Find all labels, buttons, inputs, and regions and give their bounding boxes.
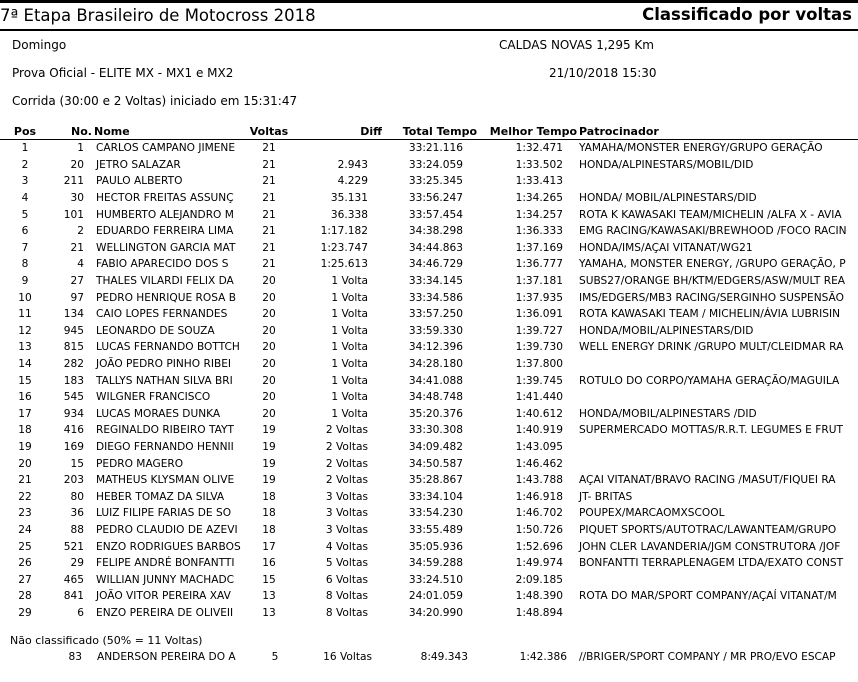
cell-diff: 1 Volta xyxy=(331,374,368,387)
cell-total: 34:20.990 xyxy=(408,606,463,619)
not-classified-row xyxy=(0,651,858,668)
cell-total: 33:55.489 xyxy=(408,523,463,536)
cell-patrocinador: SUPERMERCADO MOTTAS/R.R.T. LEGUMES E FRUT xyxy=(579,424,843,437)
cell-total: 35:05.936 xyxy=(408,540,463,553)
cell-no: 80 xyxy=(70,490,84,503)
col-header-melhor: Melhor Tempo xyxy=(489,125,577,138)
cell-voltas: 15 xyxy=(262,573,276,586)
table-row xyxy=(0,289,858,306)
cell-melhor: 1:34.265 xyxy=(515,192,563,205)
cell-nome: ENZO PEREIRA DE OLIVEII xyxy=(96,606,234,619)
cell-nome: LUIZ FILIPE FARIAS DE SO xyxy=(96,507,232,520)
cell-nome: FELIPE ANDRÉ BONFANTTI xyxy=(96,557,235,570)
cell-diff: 3 Voltas xyxy=(325,490,368,503)
cell-nome: PAULO ALBERTO xyxy=(96,175,183,188)
col-header-no: No. xyxy=(71,125,92,138)
cell-diff: 2 Voltas xyxy=(325,457,368,470)
cell-nome: DIEGO FERNANDO HENNII xyxy=(96,440,234,453)
cell-voltas: 19 xyxy=(262,424,276,437)
cell-nome: TALLYS NATHAN SILVA BRI xyxy=(96,374,233,387)
cell-diff: 2 Voltas xyxy=(325,424,368,437)
cell-patrocinador: EMG RACING/KAWASAKI/BREWHOOD /FOCO RACIN xyxy=(579,225,847,238)
cell-diff xyxy=(294,140,382,157)
cell-total: 35:20.376 xyxy=(408,407,463,420)
cell-pos: 23 xyxy=(18,507,32,520)
cell-voltas: 20 xyxy=(262,324,276,337)
cell-nome: JOÃO VITOR PEREIRA XAV xyxy=(96,590,231,603)
cell-patrocinador: HONDA/MOBIL/ALPINESTARS /DID xyxy=(579,407,757,420)
cell-total: 34:59.288 xyxy=(408,557,463,570)
cell-melhor: 1:37.181 xyxy=(515,275,563,288)
cell-diff: 35.131 xyxy=(330,192,368,205)
cell-pos: 1 xyxy=(21,142,29,155)
cell-nome: LUCAS FERNANDO BOTTCH xyxy=(96,341,240,354)
cell-melhor: 1:46.462 xyxy=(515,457,563,470)
cell-nome: ANDERSON PEREIRA DO A xyxy=(97,651,236,663)
table-row xyxy=(0,605,858,622)
cell-nome: HUMBERTO ALEJANDRO M xyxy=(96,208,234,221)
cell-total: 33:34.145 xyxy=(408,275,463,288)
cell-voltas: 21 xyxy=(262,175,276,188)
table-row xyxy=(0,538,858,555)
cell-melhor: 1:37.935 xyxy=(515,291,563,304)
cell-nome: FABIO APARECIDO DOS S xyxy=(96,258,229,271)
table-row xyxy=(0,173,858,190)
table-row xyxy=(0,356,858,373)
cell-diff: 36.338 xyxy=(330,208,368,221)
cell-voltas: 13 xyxy=(262,606,276,619)
cell-diff: 2.943 xyxy=(337,158,368,171)
cell-patrocinador: HONDA/IMS/AÇAI VITANAT/WG21 xyxy=(579,241,753,254)
cell-melhor: 1:36.777 xyxy=(515,258,563,271)
cell-voltas: 18 xyxy=(262,507,276,520)
cell-no: 2 xyxy=(77,225,84,238)
cell-pos: 15 xyxy=(18,374,32,387)
cell-nome: THALES VILARDI FELIX DA xyxy=(96,275,234,288)
cell-pos: 26 xyxy=(18,557,32,570)
cell-total: 34:09.482 xyxy=(408,440,463,453)
cell-melhor: 1:40.919 xyxy=(515,424,563,437)
cell-melhor: 1:40.612 xyxy=(515,407,563,420)
cell-no: 21 xyxy=(70,241,84,254)
cell-voltas: 21 xyxy=(262,142,276,155)
col-header-pos: Pos xyxy=(13,125,37,138)
cell-total: 33:59.330 xyxy=(408,324,463,337)
cell-diff: 1:25.613 xyxy=(320,258,368,271)
cell-no: 521 xyxy=(63,540,84,553)
cell-voltas: 20 xyxy=(262,341,276,354)
cell-total: 33:21.116 xyxy=(408,142,463,155)
cell-diff: 3 Voltas xyxy=(325,507,368,520)
cell-patrocinador xyxy=(577,439,858,456)
cell-melhor: 1:49.974 xyxy=(515,557,563,570)
cell-nome: WILGNER FRANCISCO xyxy=(96,391,211,404)
cell-diff: 8 Voltas xyxy=(325,590,368,603)
cell-total: 35:28.867 xyxy=(408,474,463,487)
cell-patrocinador: ROTA DO MAR/SPORT COMPANY/AÇAÍ VITANAT/M xyxy=(579,590,837,603)
info-location: CALDAS NOVAS 1,295 Km xyxy=(499,38,654,52)
cell-no: 20 xyxy=(70,158,84,171)
cell-voltas: 21 xyxy=(262,192,276,205)
cell-no: 30 xyxy=(70,192,84,205)
cell-no: 945 xyxy=(63,324,84,337)
cell-melhor: 1:48.390 xyxy=(515,590,563,603)
cell-melhor: 1:52.696 xyxy=(515,540,563,553)
cell-no: 1 xyxy=(77,142,84,155)
cell-total: 34:41.088 xyxy=(408,374,463,387)
cell-diff: 8 Voltas xyxy=(325,606,368,619)
cell-pos: 3 xyxy=(21,175,29,188)
cell-melhor: 1:32.471 xyxy=(515,142,563,155)
cell-no: 282 xyxy=(63,358,84,371)
cell-pos: 14 xyxy=(18,358,32,371)
cell-melhor: 1:50.726 xyxy=(515,523,563,536)
cell-melhor: 1:46.702 xyxy=(515,507,563,520)
col-header-patrocinador: Patrocinador xyxy=(579,125,659,138)
info-race: Corrida (30:00 e 2 Voltas) iniciado em 15:31:47 xyxy=(12,94,298,108)
cell-voltas: 16 xyxy=(262,557,276,570)
cell-voltas: 17 xyxy=(262,540,276,553)
cell-total: 33:57.250 xyxy=(408,308,463,321)
cell-pos: 16 xyxy=(18,391,32,404)
cell-total: 33:25.345 xyxy=(408,175,463,188)
cell-patrocinador xyxy=(577,571,858,588)
cell-melhor: 1:36.333 xyxy=(515,225,563,238)
cell-melhor: 1:37.800 xyxy=(515,358,563,371)
cell-melhor: 1:43.788 xyxy=(515,474,563,487)
cell-pos: 20 xyxy=(18,457,32,470)
table-row xyxy=(0,323,858,340)
cell-diff: 4 Voltas xyxy=(325,540,368,553)
cell-total: 34:44.863 xyxy=(408,241,463,254)
cell-voltas: 13 xyxy=(262,590,276,603)
cell-voltas: 18 xyxy=(262,490,276,503)
cell-voltas: 20 xyxy=(262,391,276,404)
cell-patrocinador: POUPEX/MARCAOMXSCOOL xyxy=(579,507,725,520)
cell-melhor: 1:34.257 xyxy=(515,208,563,221)
cell-nome: CARLOS CAMPANO JIMENE xyxy=(96,142,236,155)
cell-melhor: 1:48.894 xyxy=(515,606,563,619)
cell-patrocinador: //BRIGER/SPORT COMPANY / MR PRO/EVO ESCAP xyxy=(579,651,836,663)
cell-melhor: 1:33.502 xyxy=(515,158,563,171)
cell-no: 83 xyxy=(68,651,82,663)
cell-pos: 2 xyxy=(21,158,29,171)
cell-no: 841 xyxy=(63,590,84,603)
table-row xyxy=(0,522,858,539)
table-row xyxy=(0,206,858,223)
table-row xyxy=(0,273,858,290)
cell-no: 934 xyxy=(63,407,84,420)
cell-total: 34:38.298 xyxy=(408,225,463,238)
cell-pos: 28 xyxy=(18,590,32,603)
cell-patrocinador: YAMAHA, MONSTER ENERGY, /GRUPO GERAÇÃO, P xyxy=(579,258,846,271)
cell-diff: 1 Volta xyxy=(331,275,368,288)
cell-melhor: 1:37.169 xyxy=(515,241,563,254)
cell-patrocinador: HONDA/ MOBIL/ALPINESTARS/DID xyxy=(579,192,757,205)
cell-no: 211 xyxy=(63,175,84,188)
header-divider xyxy=(0,29,858,31)
table-row xyxy=(0,256,858,273)
table-row xyxy=(0,555,858,572)
page-title: 7ª Etapa Brasileiro de Motocross 2018 xyxy=(0,6,316,25)
table-row xyxy=(0,505,858,522)
cell-total: 33:34.104 xyxy=(408,490,463,503)
cell-diff: 1 Volta xyxy=(331,407,368,420)
cell-melhor: 1:39.730 xyxy=(515,341,563,354)
cell-pos: 11 xyxy=(18,308,32,321)
results-table xyxy=(0,121,858,621)
cell-no: 88 xyxy=(70,523,84,536)
table-row xyxy=(0,306,858,323)
table-row xyxy=(0,339,858,356)
cell-pos: 25 xyxy=(18,540,32,553)
cell-nome: WILLIAN JUNNY MACHADC xyxy=(96,573,234,586)
cell-patrocinador xyxy=(577,389,858,406)
cell-pos: 7 xyxy=(21,241,29,254)
cell-nome: HECTOR FREITAS ASSUNÇ xyxy=(96,192,234,205)
cell-diff: 4.229 xyxy=(337,175,368,188)
cell-no: 4 xyxy=(77,258,84,271)
cell-no: 97 xyxy=(70,291,84,304)
cell-pos: 19 xyxy=(18,440,32,453)
page-subtitle: Classificado por voltas xyxy=(642,5,852,24)
cell-voltas: 19 xyxy=(262,474,276,487)
cell-voltas: 20 xyxy=(262,275,276,288)
cell-patrocinador: WELL ENERGY DRINK /GRUPO MULT/CLEIDMAR RA xyxy=(579,341,844,354)
cell-diff: 1 Volta xyxy=(331,291,368,304)
cell-nome: EDUARDO FERREIRA LIMA xyxy=(96,225,234,238)
table-row xyxy=(0,472,858,489)
cell-nome: LEONARDO DE SOUZA xyxy=(96,324,215,337)
info-event: Prova Oficial - ELITE MX - MX1 e MX2 xyxy=(12,66,234,80)
cell-no: 465 xyxy=(63,573,84,586)
cell-pos: 29 xyxy=(18,606,32,619)
cell-nome: LUCAS MORAES DUNKA xyxy=(96,407,221,420)
table-row xyxy=(0,488,858,505)
cell-melhor: 1:39.727 xyxy=(515,324,563,337)
cell-diff: 5 Voltas xyxy=(325,557,368,570)
cell-pos: 18 xyxy=(18,424,32,437)
table-row xyxy=(0,571,858,588)
cell-pos: 17 xyxy=(18,407,32,420)
cell-nome: JOÃO PEDRO PINHO RIBEI xyxy=(96,358,232,371)
cell-melhor: 1:36.091 xyxy=(515,308,563,321)
table-row xyxy=(0,240,858,257)
cell-pos: 12 xyxy=(18,324,32,337)
cell-total: 8:49.343 xyxy=(420,651,468,663)
cell-patrocinador: HONDA/MOBIL/ALPINESTARS/DID xyxy=(579,324,754,337)
cell-no: 416 xyxy=(63,424,84,437)
table-row xyxy=(0,389,858,406)
info-day: Domingo xyxy=(12,38,67,52)
cell-voltas: 20 xyxy=(262,374,276,387)
cell-patrocinador: ROTA KAWASAKI TEAM / MICHELIN/ÁVIA LUBRISIN xyxy=(579,308,841,321)
col-header-nome: Nome xyxy=(94,125,130,138)
cell-no: 545 xyxy=(63,391,84,404)
col-header-diff: Diff xyxy=(360,125,382,138)
cell-voltas: 21 xyxy=(262,208,276,221)
cell-total: 24:01.059 xyxy=(408,590,463,603)
cell-total: 33:24.059 xyxy=(408,158,463,171)
table-row xyxy=(0,422,858,439)
cell-patrocinador: IMS/EDGERS/MB3 RACING/SERGINHO SUSPENSÃO xyxy=(579,291,844,304)
table-row xyxy=(0,406,858,423)
cell-nome: ENZO RODRIGUES BARBOS xyxy=(96,540,241,553)
cell-total: 34:12.396 xyxy=(408,341,463,354)
cell-diff: 6 Voltas xyxy=(325,573,368,586)
table-row xyxy=(0,455,858,472)
cell-nome: JETRO SALAZAR xyxy=(96,158,181,171)
cell-no: 15 xyxy=(70,457,84,470)
cell-total: 33:57.454 xyxy=(408,208,463,221)
cell-patrocinador: AÇAI VITANAT/BRAVO RACING /MASUT/FIQUEI RA xyxy=(579,474,836,487)
top-border xyxy=(0,0,858,3)
cell-nome: CAIO LOPES FERNANDES xyxy=(96,308,228,321)
cell-melhor: 1:41.440 xyxy=(515,391,563,404)
cell-total: 33:56.247 xyxy=(408,192,463,205)
cell-total: 34:46.729 xyxy=(408,258,463,271)
cell-diff: 1 Volta xyxy=(331,308,368,321)
cell-pos: 10 xyxy=(18,291,32,304)
cell-patrocinador: YAMAHA/MONSTER ENERGY/GRUPO GERAÇÃO xyxy=(579,142,823,155)
cell-voltas: 20 xyxy=(262,308,276,321)
cell-voltas: 21 xyxy=(262,225,276,238)
cell-diff: 3 Voltas xyxy=(325,523,368,536)
cell-voltas: 20 xyxy=(262,358,276,371)
table-row xyxy=(0,588,858,605)
cell-voltas: 21 xyxy=(262,158,276,171)
cell-nome: REGINALDO RIBEIRO TAYT xyxy=(96,424,234,437)
cell-pos: 13 xyxy=(18,341,32,354)
cell-voltas: 20 xyxy=(262,407,276,420)
cell-melhor: 1:43.095 xyxy=(515,440,563,453)
cell-patrocinador xyxy=(577,605,858,622)
cell-pos: 8 xyxy=(21,258,29,271)
cell-patrocinador: JOHN CLER LAVANDERIA/JGM CONSTRUTORA /JOF xyxy=(579,540,841,553)
cell-diff: 2 Voltas xyxy=(325,474,368,487)
cell-voltas: 19 xyxy=(262,457,276,470)
cell-voltas: 19 xyxy=(262,440,276,453)
cell-melhor: 1:33.413 xyxy=(515,175,563,188)
cell-voltas: 21 xyxy=(262,241,276,254)
cell-total: 33:34.586 xyxy=(408,291,463,304)
not-classified-label: Não classificado (50% = 11 Voltas) xyxy=(10,634,203,647)
cell-no: 101 xyxy=(63,208,84,221)
cell-no: 36 xyxy=(70,507,84,520)
cell-total: 34:48.748 xyxy=(408,391,463,404)
cell-no: 27 xyxy=(70,275,84,288)
cell-patrocinador: BONFANTTI TERRAPLENAGEM LTDA/EXATO CONST xyxy=(579,557,844,570)
cell-patrocinador: HONDA/ALPINESTARS/MOBIL/DID xyxy=(579,158,754,171)
table-row xyxy=(0,372,858,389)
cell-pos: 27 xyxy=(18,573,32,586)
table-row xyxy=(0,140,858,157)
cell-diff: 2 Voltas xyxy=(325,440,368,453)
cell-total: 33:54.230 xyxy=(408,507,463,520)
cell-no: 183 xyxy=(63,374,84,387)
cell-voltas: 20 xyxy=(262,291,276,304)
cell-melhor: 2:09.185 xyxy=(515,573,563,586)
cell-voltas: 18 xyxy=(262,523,276,536)
cell-pos: 22 xyxy=(18,490,32,503)
cell-no: 203 xyxy=(63,474,84,487)
cell-patrocinador: JT- BRITAS xyxy=(579,490,633,503)
cell-pos: 24 xyxy=(18,523,32,536)
cell-total: 34:28.180 xyxy=(408,358,463,371)
cell-total: 33:30.308 xyxy=(408,424,463,437)
cell-nome: MATHEUS KLYSMAN OLIVE xyxy=(96,474,235,487)
cell-nome: PEDRO CLAUDIO DE AZEVI xyxy=(96,523,238,536)
cell-pos: 6 xyxy=(21,225,29,238)
table-header-row xyxy=(0,121,858,140)
cell-no: 134 xyxy=(63,308,84,321)
cell-no: 29 xyxy=(70,557,84,570)
cell-melhor: 1:42.386 xyxy=(519,651,567,663)
cell-no: 169 xyxy=(63,440,84,453)
cell-total: 34:50.587 xyxy=(408,457,463,470)
cell-nome: PEDRO HENRIQUE ROSA B xyxy=(96,291,237,304)
cell-patrocinador: PIQUET SPORTS/AUTOTRAC/LAWANTEAM/GRUPO xyxy=(579,523,837,536)
cell-no: 6 xyxy=(77,606,84,619)
table-row xyxy=(0,190,858,207)
cell-diff: 1 Volta xyxy=(331,391,368,404)
cell-pos: 21 xyxy=(18,474,32,487)
cell-pos: 4 xyxy=(21,192,29,205)
cell-nome: HEBER TOMAZ DA SILVA xyxy=(96,490,225,503)
col-header-total: Total Tempo xyxy=(402,125,477,138)
cell-voltas: 21 xyxy=(262,258,276,271)
info-datetime: 21/10/2018 15:30 xyxy=(549,66,657,80)
cell-pos: 5 xyxy=(21,208,29,221)
table-row xyxy=(0,223,858,240)
cell-diff: 16 Voltas xyxy=(323,651,372,663)
cell-no: 815 xyxy=(63,341,84,354)
cell-diff: 1 Volta xyxy=(331,341,368,354)
cell-melhor: 1:39.745 xyxy=(515,374,563,387)
cell-diff: 1:23.747 xyxy=(320,241,368,254)
cell-patrocinador xyxy=(577,173,858,190)
table-row xyxy=(0,439,858,456)
cell-diff: 1 Volta xyxy=(331,324,368,337)
cell-diff: 1:17.182 xyxy=(320,225,368,238)
cell-patrocinador xyxy=(577,356,858,373)
cell-melhor: 1:46.918 xyxy=(515,490,563,503)
cell-pos: 9 xyxy=(21,275,29,288)
cell-diff: 1 Volta xyxy=(331,358,368,371)
table-row xyxy=(0,157,858,174)
cell-patrocinador xyxy=(577,455,858,472)
cell-voltas: 5 xyxy=(271,651,279,663)
cell-nome: WELLINGTON GARCIA MAT xyxy=(96,241,236,254)
cell-patrocinador: ROTA K KAWASAKI TEAM/MICHELIN /ALFA X - AVIA xyxy=(579,208,842,221)
col-header-voltas: Voltas xyxy=(249,125,289,138)
cell-total: 33:24.510 xyxy=(408,573,463,586)
cell-patrocinador: ROTULO DO CORPO/YAMAHA GERAÇÃO/MAGUILA xyxy=(579,374,840,387)
cell-patrocinador: SUBS27/ORANGE BH/KTM/EDGERS/ASW/MULT REA xyxy=(579,275,846,288)
cell-nome: PEDRO MAGERO xyxy=(96,457,184,470)
